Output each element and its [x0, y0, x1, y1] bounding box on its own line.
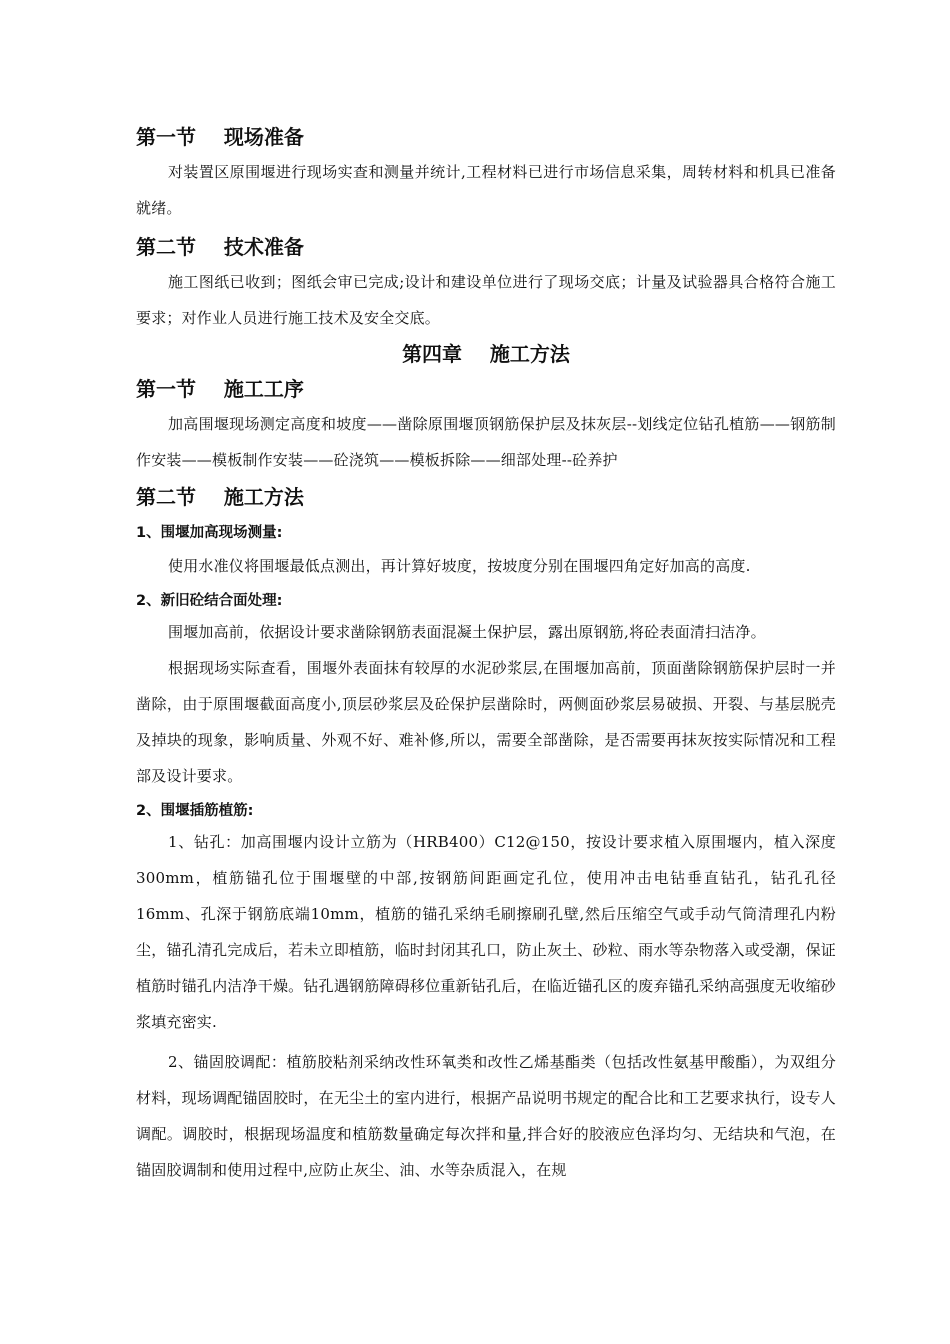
chapter-heading-construction-methods: 第四章 施工方法	[402, 342, 570, 366]
section-heading-construction-method: 第二节 施工方法	[136, 485, 304, 509]
paragraph-adhesive-mixing: 2、锚固胶调配：植筋胶粘剂采纳改性环氧类和改性乙烯基酯类（包括改性氨基甲酸酯），为双组分材料，现场调配锚固胶时，在无尘土的室内进行，根据产品说明书规定的配合比和工艺要求执行，设专人调配。调胶时，根据现场温度和植筋数量确定每次拌和量,拌合好的胶液应色泽均匀、无结块和气泡，在锚固胶调制和使用过程中,应防止灰尘、油、水等杂质混入，在规	[136, 1053, 836, 1179]
subheading-survey: 1、围堰加高现场测量:	[136, 525, 283, 541]
paragraph-technical-preparation: 施工图纸已收到；图纸会审已完成;设计和建设单位进行了现场交底；计量及试验器具合格符合施工要求；对作业人员进行施工技术及安全交底。	[136, 273, 836, 327]
paragraph-joint-treatment-1: 围堰加高前，依据设计要求凿除钢筋表面混凝土保护层，露出原钢筋,将砼表面清扫洁净。	[168, 623, 766, 641]
subheading-joint-treatment: 2、新旧砼结合面处理:	[136, 593, 283, 609]
paragraph-site-preparation: 对装置区原围堰进行现场实查和测量并统计,工程材料已进行市场信息采集，周转材料和机具已准备就绪。	[136, 163, 836, 217]
section-heading-site-preparation: 第一节 现场准备	[136, 125, 304, 149]
paragraph-survey: 使用水准仪将围堰最低点测出，再计算好坡度，按坡度分别在围堰四角定好加高的高度.	[168, 557, 751, 575]
section-heading-technical-preparation: 第二节 技术准备	[136, 235, 304, 259]
paragraph-drilling: 1、钻孔：加高围堰内设计立筋为（HRB400）C12@150，按设计要求植入原围堰内，植入深度300mm，植筋锚孔位于围堰壁的中部,按钢筋间距画定孔位，使用冲击电钻垂直钻孔，钻孔孔径16mm、孔深于钢筋底端10mm，植筋的锚孔采纳毛刷擦刷孔壁,然后压缩空气或手动气筒清理孔内粉尘，锚孔清孔完成后，若未立即植筋，临时封闭其孔口，防止灰土、砂粒、雨水等杂物落入或受潮，保证植筋时锚孔内洁净干燥。钻孔遇钢筋障碍移位重新钻孔后，在临近锚孔区的废弃锚孔采纳高强度无收缩砂浆填充密实.	[136, 833, 836, 1031]
paragraph-construction-sequence: 加高围堰现场测定高度和坡度——凿除原围堰顶钢筋保护层及抹灰层--划线定位钻孔植筋——钢筋制作安装——模板制作安装——砼浇筑——模板拆除——细部处理--砼养护	[136, 415, 836, 469]
document-page	[136, 118, 836, 1188]
section-heading-construction-sequence: 第一节 施工工序	[136, 377, 304, 401]
subheading-rebar-planting: 2、围堰插筋植筋:	[136, 803, 254, 819]
paragraph-joint-treatment-2: 根据现场实际查看，围堰外表面抹有较厚的水泥砂浆层,在围堰加高前，顶面凿除钢筋保护层时一并凿除，由于原围堰截面高度小,顶层砂浆层及砼保护层凿除时，两侧面砂浆层易破损、开裂、与基层脱壳及掉块的现象，影响质量、外观不好、难补修,所以，需要全部凿除，是否需要再抹灰按实际情况和工程部及设计要求。	[136, 659, 836, 785]
